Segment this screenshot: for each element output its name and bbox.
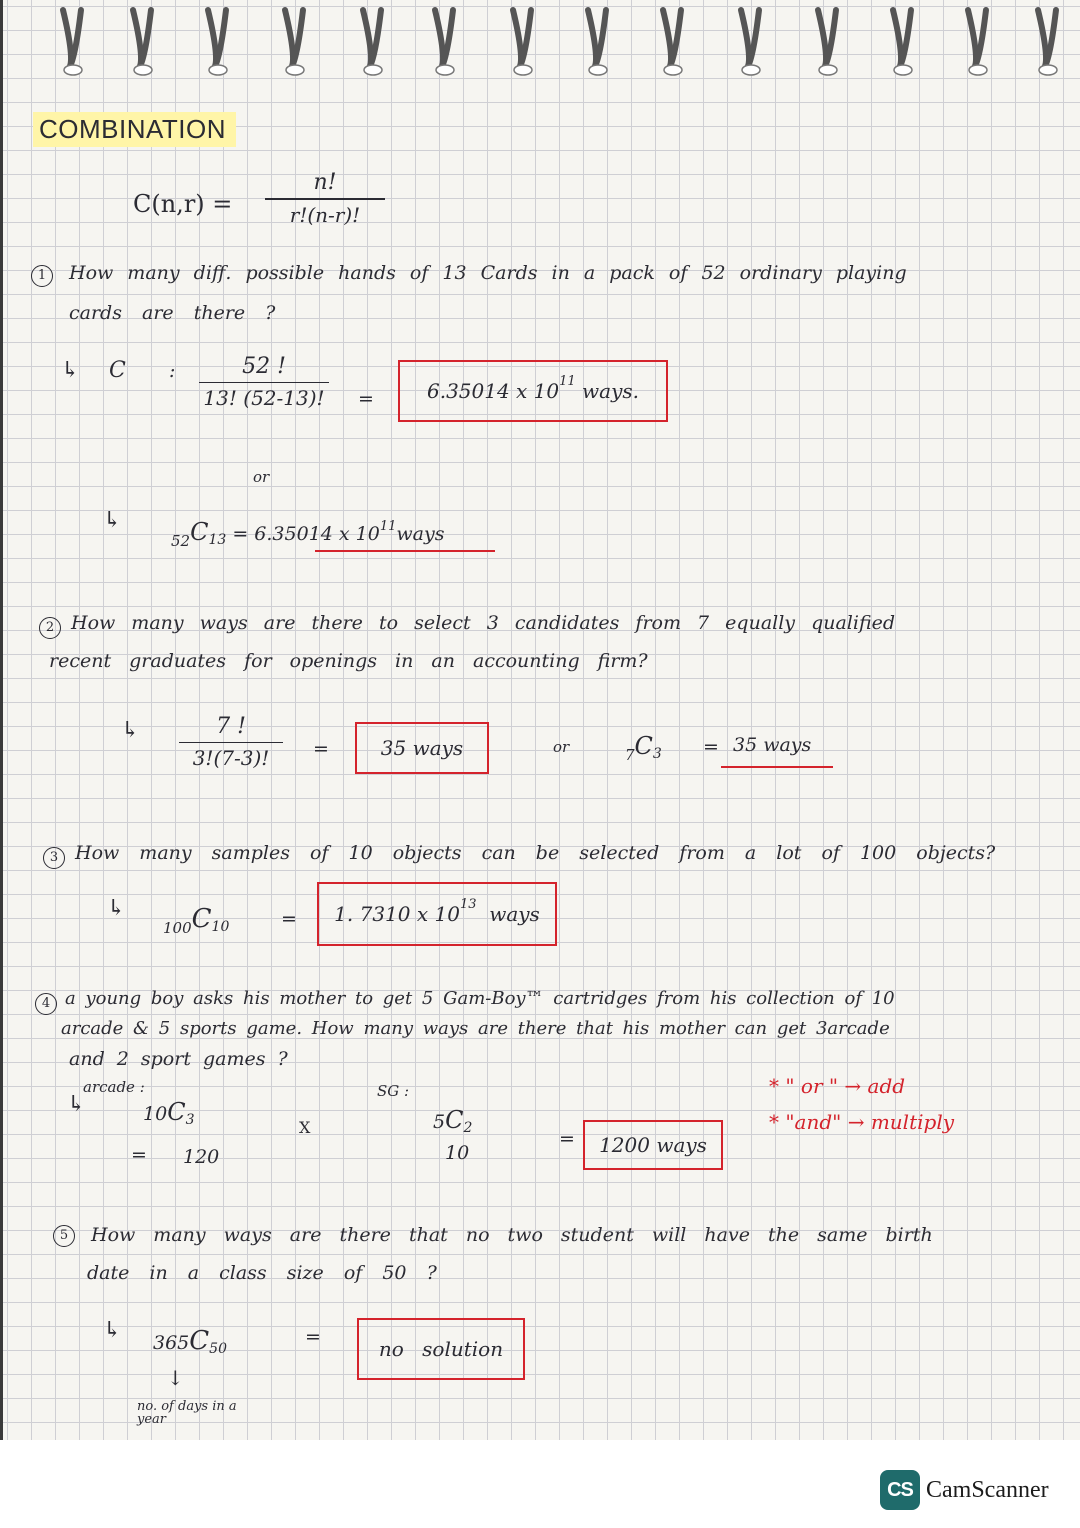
- q1-number-circle: 1: [31, 262, 53, 287]
- q4-answer-box: 1200 ways: [583, 1120, 723, 1170]
- q1-colon: :: [169, 360, 176, 382]
- q2-question-line1: How many ways are there to select 3 candidates from 7 equally qualified: [71, 612, 896, 634]
- q1-alt-underline: [315, 550, 495, 552]
- q4-note-and-multiply: * "and" → multiply: [769, 1110, 955, 1134]
- q4-question-line2: arcade & 5 sports game. How many ways are there that his mother can get 3arcade: [61, 1018, 890, 1039]
- camscanner-watermark: [880, 1470, 1049, 1510]
- q2-equals: =: [313, 738, 329, 760]
- q4-arcade-label: arcade :: [83, 1078, 145, 1096]
- q1-equals: =: [358, 388, 374, 410]
- fraction-bar: [179, 742, 283, 743]
- arrow-icon: ↳: [61, 358, 80, 383]
- q4-arcade-expression: $10C_3$: [143, 1098, 195, 1128]
- q1-alt-expression: $_{52}C_{13} = 6.35014$ x $10^{11}ways$: [171, 518, 445, 550]
- q2-numerator: 7 !: [216, 714, 246, 739]
- q4-equals: =: [559, 1128, 575, 1150]
- q4-question-line3: and 2 sport games ?: [69, 1048, 288, 1070]
- q4-question-line1: a young boy asks his mother to get 5 Gam-Boy™ cartridges from his collection of 10: [65, 988, 895, 1009]
- q2-alt-answer: 35 ways: [733, 734, 812, 756]
- formula-fraction: [265, 170, 385, 227]
- q5-question-line2: date in a class size of 50 ?: [87, 1262, 437, 1284]
- q3-answer-exponent: 13: [459, 896, 477, 912]
- page-title: COMBINATION: [33, 112, 236, 147]
- q2-or: or: [553, 738, 570, 756]
- q3-answer-box: [317, 882, 557, 946]
- q1-c-symbol: C: [109, 358, 126, 383]
- q1-answer-unit: ways.: [582, 379, 640, 403]
- q4-arcade-equals: =: [131, 1144, 147, 1166]
- q2-alt-underline: [721, 766, 833, 768]
- q1-numerator: 52 !: [242, 354, 286, 379]
- q3-equals: =: [281, 908, 297, 930]
- q1-fraction: [199, 354, 329, 410]
- q4-number-circle: 4: [35, 990, 57, 1015]
- q5-answer-box: no solution: [357, 1318, 525, 1380]
- arrow-icon: ↳: [67, 1092, 86, 1117]
- q1-question-line2: cards are there ?: [69, 302, 276, 324]
- fraction-bar: [199, 382, 329, 383]
- q2-number-circle: 2: [39, 614, 61, 639]
- q5-expression: $365C_{50}$: [153, 1326, 227, 1357]
- q1-question-line1: How many diff. possible hands of 13 Cards in a pack of 52 ordinary playing: [69, 262, 907, 284]
- arrow-icon: ↳: [103, 1318, 122, 1343]
- q2-question-line2: recent graduates for openings in an accounting firm?: [49, 650, 648, 672]
- q3-question-line: How many samples of 10 objects can be selected from a lot of 100 objects?: [75, 842, 996, 864]
- q4-multiply-sign: X: [299, 1118, 311, 1137]
- arrow-icon: ↳: [121, 718, 140, 743]
- fraction-bar: [265, 198, 385, 200]
- q4-sg-expression: $5C_2$: [433, 1106, 473, 1136]
- q2-alt-expression: $_7C_3$: [625, 732, 662, 764]
- q5-equals: =: [305, 1326, 321, 1348]
- q5-note: no. of days in a year: [137, 1399, 237, 1427]
- arrow-icon: ↳: [103, 508, 122, 533]
- q1-or: or: [253, 468, 270, 486]
- q5-number-circle: 5: [53, 1222, 75, 1247]
- q4-sg-value: 10: [445, 1142, 470, 1164]
- camscanner-logo-icon: CS: [880, 1470, 920, 1510]
- formula-denominator: r!(n-r)!: [289, 203, 361, 227]
- q2-fraction: [179, 714, 283, 770]
- q5-question-line1: How many ways are there that no two student will have the same birth: [91, 1224, 933, 1246]
- formula-lhs: C(n,r) =: [133, 190, 233, 218]
- q3-answer-value: 1. 7310 x 10: [334, 902, 460, 926]
- q4-arcade-value: 120: [183, 1146, 220, 1168]
- q2-denominator: 3!(7-3)!: [192, 746, 270, 770]
- arrow-icon: ↳: [107, 896, 126, 921]
- formula-numerator: n!: [313, 170, 337, 195]
- q2-answer-box: 35 ways: [355, 722, 489, 774]
- q3-expression: $_{100}C_{10}$: [163, 904, 230, 937]
- q4-sg-label: SG :: [377, 1082, 410, 1100]
- q3-answer-unit: ways: [489, 902, 540, 926]
- q4-note-or-add: * " or " → add: [769, 1074, 906, 1098]
- spiral-binding: [3, 0, 1080, 80]
- q1-answer-exponent: 11: [559, 373, 576, 389]
- down-arrow-icon: ↓: [167, 1366, 184, 1390]
- q1-answer-box: [398, 360, 668, 422]
- camscanner-brand: CamScanner: [926, 1476, 1049, 1503]
- q1-denominator: 13! (52-13)!: [203, 386, 325, 410]
- q3-number-circle: 3: [43, 844, 65, 869]
- q2-alt-equals: =: [703, 736, 719, 758]
- q1-answer-value: 6.35014 x 10: [426, 379, 560, 403]
